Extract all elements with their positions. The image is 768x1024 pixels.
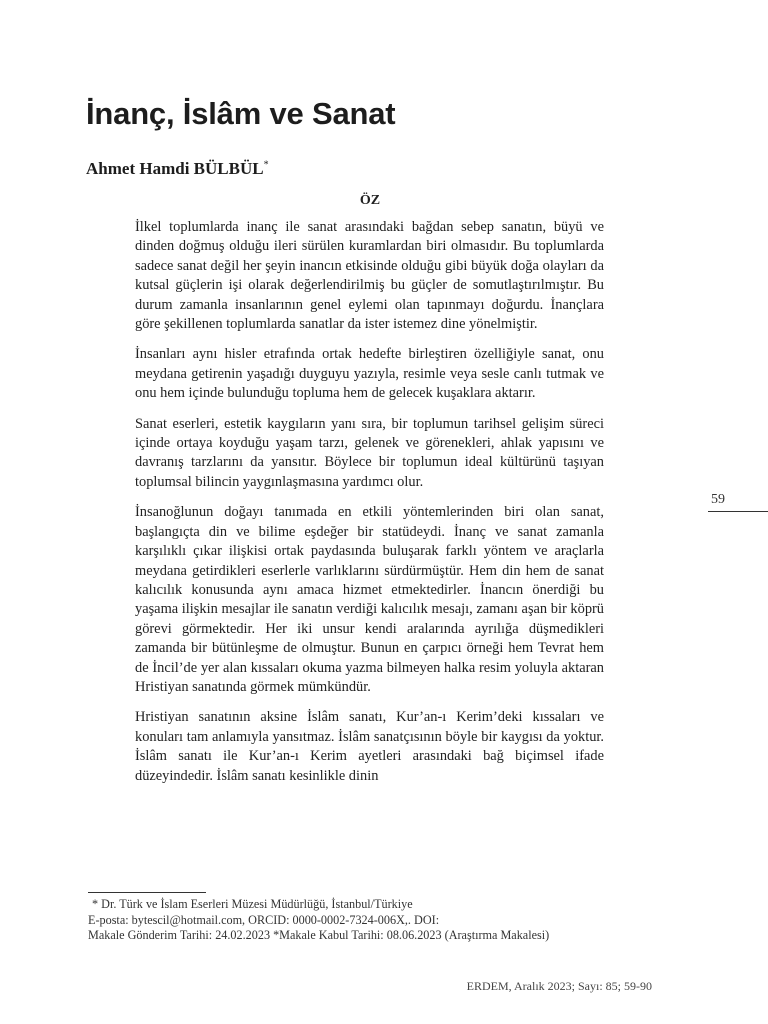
- journal-footer: ERDEM, Aralık 2023; Sayı: 85; 59-90: [466, 979, 652, 993]
- abstract-heading: ÖZ: [359, 193, 381, 208]
- page-number-rule: [708, 511, 768, 512]
- abstract-paragraph-5: Hristiyan sanatının aksine İslâm sanatı, Kur’an-ı Kerim’deki kıssaları ve konuları tam anlamıyla yansıtmaz. İslâm sanatçısının böyle bir kaygısı da yoktur. İslâm sanatı ile Kur’an-ı Kerim ayetleri arasındaki bağ biçimsel ifade düzeyindedir. İslâm sanatı kesinlikle dinin: [135, 709, 604, 784]
- footnote-contact: E-posta: bytescil@hotmail.com, ORCID: 0000-0002-7324-006X,. DOI:: [88, 912, 440, 927]
- footnote-dates: Makale Gönderim Tarihi: 24.02.2023 *Makale Kabul Tarihi: 08.06.2023 (Araştırma Makalesi): [88, 928, 550, 943]
- author-name: [86, 159, 269, 179]
- abstract-paragraph-4: İnsanoğlunun doğayı tanımada en etkili yöntemlerinden biri olan sanat, başlangıçta din ve bilime eşdeğer bir statüdeydi. İnanç ve sanat zamanla karşılıklı çıkar ilişkisi ortak paydasında buluşarak farklı yöntem ve araçlarla meydana getirdikleri eserlerle varlıklarını sürdürmüştür. Hem din hem de sanat kalıcılık konusunda aynı amaca hizmet etmektedirler. İnancın önerdiği bu yaşama ilişkin mesajlar ile sanatın verdiği kalıcılık mesajı, zamanı aşan bir köprü görevi görmektedir. Her iki unsur kendi aralarında ayrılığa düşmedikleri zamanda bir bütünleşme de olmuştur. Bunun en çarpıcı örneği hem Tevrat hem de İncil’de yer alan kıssaları okuma yazma bilmeyen halka resim yoluyla aktaran Hristiyan sanatında görmek mümkündür.: [135, 504, 604, 695]
- footnotes: [88, 897, 648, 944]
- article-title: İnanç, İslâm ve Sanat: [86, 96, 396, 131]
- author-name-text: Ahmet Hamdi BÜLBÜL: [86, 159, 264, 178]
- author-footnote-mark[interactable]: *: [263, 159, 269, 171]
- abstract-paragraph-2: İnsanları aynı hisler etrafında ortak hedefte birleştiren özelliğiyle sanat, onu meydana getirenin yaşadığı duyguyu yazıyla, resimle veya sesle canlı tutmak ve onu hem içinde bulunduğu topluma hem de gelecek kuşaklara aktarır.: [135, 346, 604, 402]
- page-number: 59: [711, 492, 725, 507]
- abstract-body: [135, 218, 604, 797]
- footnote-divider: [88, 892, 206, 893]
- footnote-affiliation: * Dr. Türk ve İslam Eserleri Müzesi Müdürlüğü, İstanbul/Türkiye: [92, 897, 413, 911]
- abstract-paragraph-1: İlkel toplumlarda inanç ile sanat arasındaki bağdan sebep sanatın, büyü ve dinden doğmuş olduğu ileri sürülen kuramlardan biri olmasıdır. Bu toplumlarda sadece sanat değil her şeyin inancın etkisinde olduğu gibi büyük doğa olayları da kutsal güçlerin işi olarak değerlendirilmiş bu güçler de somutlaştırılmıştır. Bu durum zamanla insanlarının genel eylemi olan tapınmayı doğurdu. İnançlara göre şekillenen toplumlarda sanatlar da ister istemez dine yönelmiştir.: [135, 219, 604, 333]
- abstract-paragraph-3: Sanat eserleri, estetik kaygıların yanı sıra, bir toplumun tarihsel gelişim süreci içinde ortaya koyduğu yaşam tarzı, gelenek ve görenekleri, ahlak yapısını ve davranış tarzlarını da yansıtır. Böylece bir toplumun ideal kültürünü taşıyan toplumsal bilincin yaygınlaşmasına yardımcı olur.: [135, 415, 604, 490]
